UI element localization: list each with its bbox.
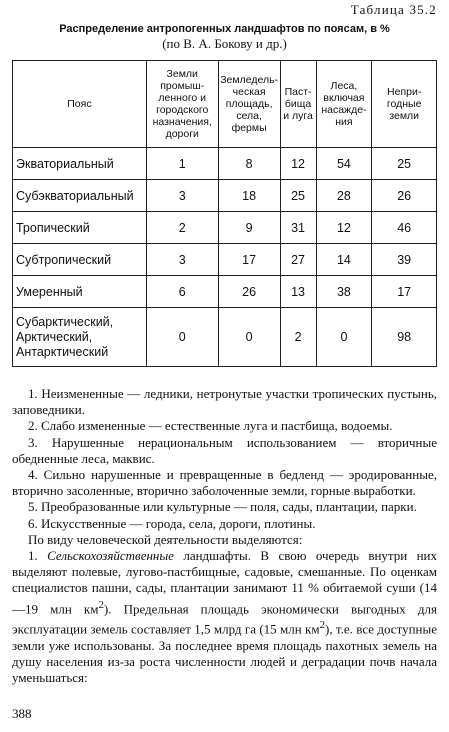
cell-value: 14 bbox=[316, 244, 372, 276]
header-forests: Леса, включая насажде-ния bbox=[316, 61, 372, 148]
paragraph: 5. Преобразованные или культурные — поля, сады, плантации, парки. bbox=[28, 499, 417, 515]
belt-name: Тропический bbox=[13, 212, 147, 244]
landscape-table bbox=[12, 60, 437, 367]
table-row bbox=[13, 244, 437, 276]
table-subtitle: (по В. А. Бокову и др.) bbox=[162, 36, 287, 51]
table-row bbox=[13, 212, 437, 244]
cell-value: 46 bbox=[372, 212, 437, 244]
belt-name: Субэкваториальный bbox=[13, 180, 147, 212]
cell-value: 31 bbox=[280, 212, 316, 244]
header-pastures: Паст-бища и луга bbox=[280, 61, 316, 148]
belt-name-line: Антарктический bbox=[16, 344, 109, 359]
belt-name: Субтропический bbox=[13, 244, 147, 276]
paragraph: 1. Неизмененные — ледники, нетронутые участки тропических пустынь, заповедники. bbox=[12, 386, 437, 418]
cell-value: 54 bbox=[316, 148, 372, 180]
cell-value: 27 bbox=[280, 244, 316, 276]
header-belt: Пояс bbox=[13, 61, 147, 148]
table-number: Таблица 35.2 bbox=[350, 2, 437, 17]
cell-value: 8 bbox=[218, 148, 280, 180]
cell-value: 1 bbox=[146, 148, 218, 180]
paragraph: 3. Нарушенные нерациональным использованием — вторичные обедненные леса, маквис. bbox=[12, 434, 437, 466]
belt-name: Умеренный bbox=[13, 276, 147, 308]
text-run: ландшафты. В свою очередь внутри них выделяют полевые, лугово-пастбищные, садовые, смешанные. По оценкам специалистов пашни, сады, плантации занимают 11 % обитаемой суши (14—19 млн км bbox=[12, 548, 438, 616]
header-unusable: Непри-годные земли bbox=[372, 61, 437, 148]
cell-value: 0 bbox=[218, 308, 280, 367]
cell-value: 98 bbox=[372, 308, 437, 367]
table-row bbox=[13, 308, 437, 367]
header-row bbox=[13, 61, 437, 148]
cell-value: 25 bbox=[372, 148, 437, 180]
cell-value: 38 bbox=[316, 276, 372, 308]
table-row bbox=[13, 276, 437, 308]
cell-value: 2 bbox=[146, 212, 218, 244]
table-title: Распределение антропогенных ландшафтов по поясам, в % bbox=[59, 23, 390, 35]
paragraph: 4. Сильно нарушенные и превращенные в бедленд — эродированные, вторично засоленные, вторично заболоченные земли, горные выработки. bbox=[12, 467, 437, 499]
cell-value: 17 bbox=[372, 276, 437, 308]
paragraph: 6. Искусственные — города, села, дороги, плотины. bbox=[28, 515, 316, 531]
header-industrial: Земли промыш-ленного и городского назначения, дороги bbox=[146, 61, 218, 148]
cell-value: 0 bbox=[146, 308, 218, 367]
text-run: ). Предельная площадь экономически выгодных для эксплуатации земель составляет 1,5 млрд га (15 млн км bbox=[12, 600, 437, 637]
paragraph bbox=[12, 548, 437, 686]
cell-value: 6 bbox=[146, 276, 218, 308]
cell-value: 13 bbox=[280, 276, 316, 308]
cell-value: 28 bbox=[316, 180, 372, 212]
table-row bbox=[13, 148, 437, 180]
belt-name: Экваториальный bbox=[13, 148, 147, 180]
cell-value: 0 bbox=[316, 308, 372, 367]
header-agricultural: Земледель-ческая площадь, села, фермы bbox=[218, 61, 280, 148]
cell-value: 25 bbox=[280, 180, 316, 212]
paragraph: 2. Слабо измененные — естественные луга и пастбища, водоемы. bbox=[28, 418, 393, 434]
cell-value: 12 bbox=[280, 148, 316, 180]
superscript: 2 bbox=[319, 619, 325, 632]
cell-value: 26 bbox=[218, 276, 280, 308]
superscript: 2 bbox=[98, 598, 104, 611]
cell-value: 2 bbox=[280, 308, 316, 367]
cell-value: 3 bbox=[146, 180, 218, 212]
table-row bbox=[13, 180, 437, 212]
cell-value: 18 bbox=[218, 180, 280, 212]
cell-value: 12 bbox=[316, 212, 372, 244]
cell-value: 39 bbox=[372, 244, 437, 276]
emphasis-term: Сельскохозяйственные bbox=[47, 548, 174, 564]
body-text bbox=[12, 386, 437, 686]
belt-name-line: Субарктический, bbox=[16, 314, 114, 329]
cell-value: 3 bbox=[146, 244, 218, 276]
text-run: ), т.е. все доступные земли уже использованы. За последнее время площадь пахотных земель на душу населения из-за роста численности людей и деградации почв начала уменьшаться: bbox=[12, 621, 438, 686]
list-number: 1. bbox=[28, 548, 38, 564]
belt-name-line: Арктический, bbox=[16, 329, 93, 344]
cell-value: 17 bbox=[218, 244, 280, 276]
cell-value: 26 bbox=[372, 180, 437, 212]
belt-name bbox=[13, 308, 147, 367]
paragraph: По виду человеческой деятельности выделяются: bbox=[28, 531, 303, 547]
cell-value: 9 bbox=[218, 212, 280, 244]
page-number: 388 bbox=[12, 706, 32, 721]
